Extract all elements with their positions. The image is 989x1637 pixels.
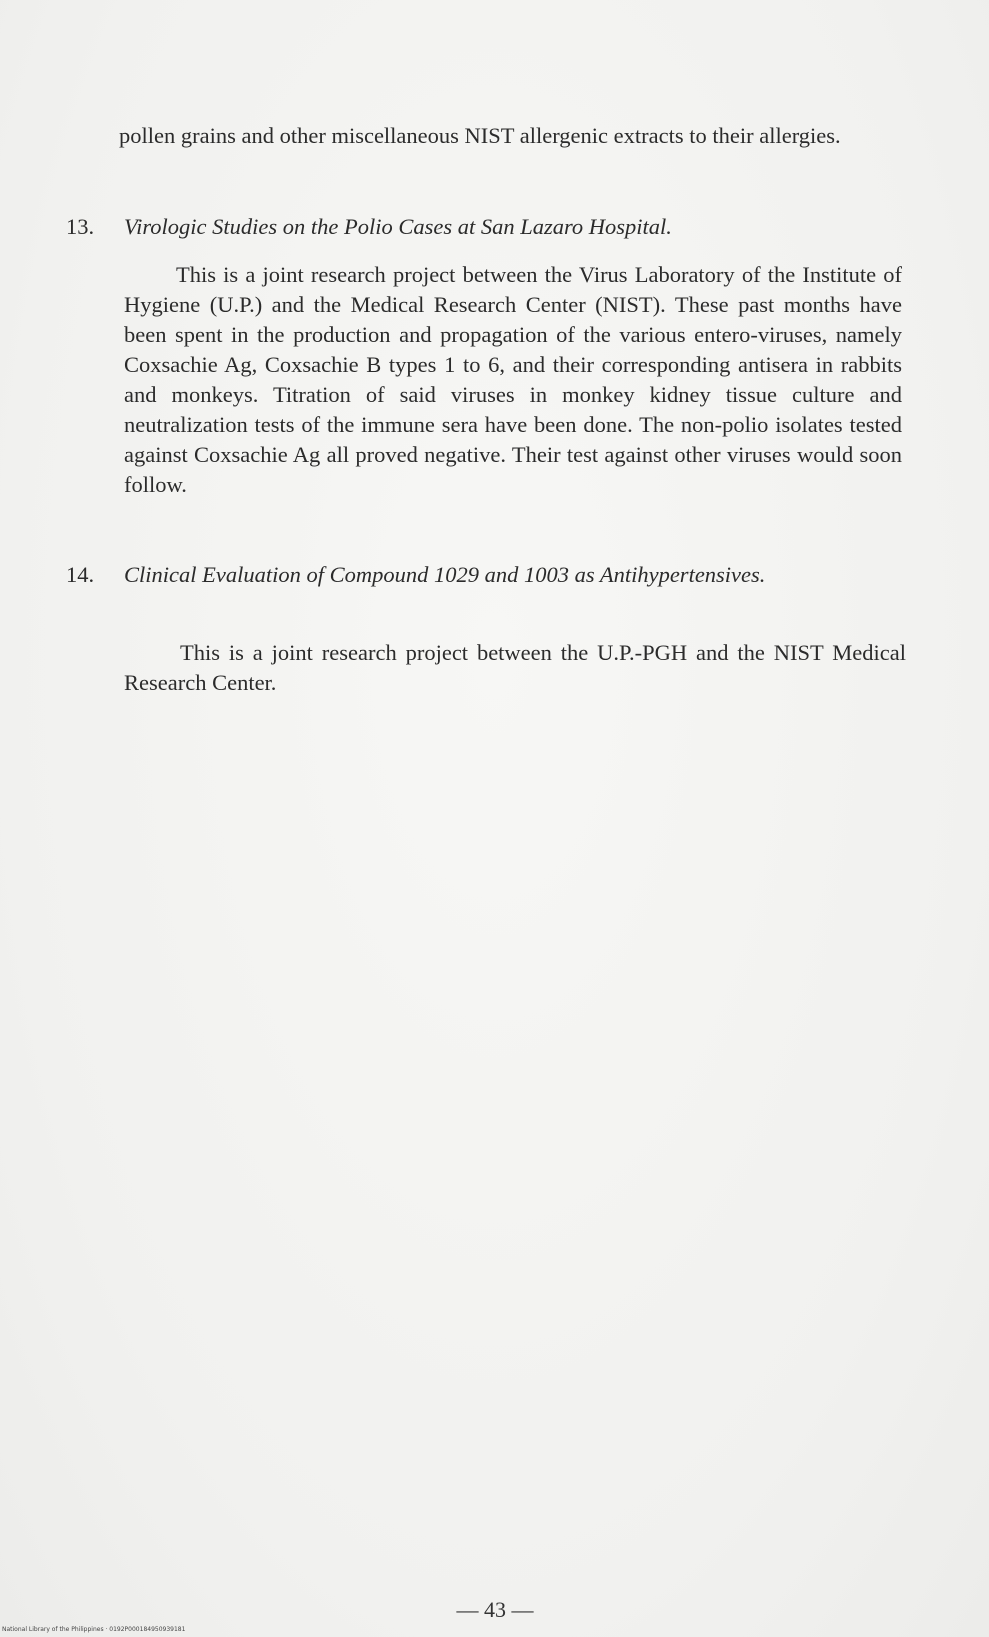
item-13-title: Virologic Studies on the Polio Cases at San Lazaro Hospital. [124,214,672,239]
item-13-number: 13. [66,214,95,239]
item-13-body: This is a joint research project between the Virus Laboratory of the Institute of Hygiene (U.P.) and the Medical Research Center (NIST). These past months have been spent in the production and propagation of the various entero-viruses, namely Coxsachie Ag, Coxsachie B types 1 to 6, and their corresponding antisera in rabbits and monkeys. Titration of said viruses in monkey kidney tissue culture and neutralization tests of the immune sera have been done. The non-polio isolates tested against Coxsachie Ag all proved negative. Their test against other viruses would soon follow. [124,262,902,497]
item-14-title: Clinical Evaluation of Compound 1029 and 1003 as Antihypertensives. [124,562,766,587]
item-14-number: 14. [66,562,95,587]
page-number: — 43 — [456,1597,534,1622]
item-14-body: This is a joint research project between the U.P.-PGH and the NIST Medical Research Center. [124,640,906,695]
intro-paragraph: pollen grains and other miscellaneous NIST allergenic extracts to their allergies. [119,123,841,148]
footer-credit: National Library of the Philippines · 0192P000184950939181 [2,1626,186,1633]
